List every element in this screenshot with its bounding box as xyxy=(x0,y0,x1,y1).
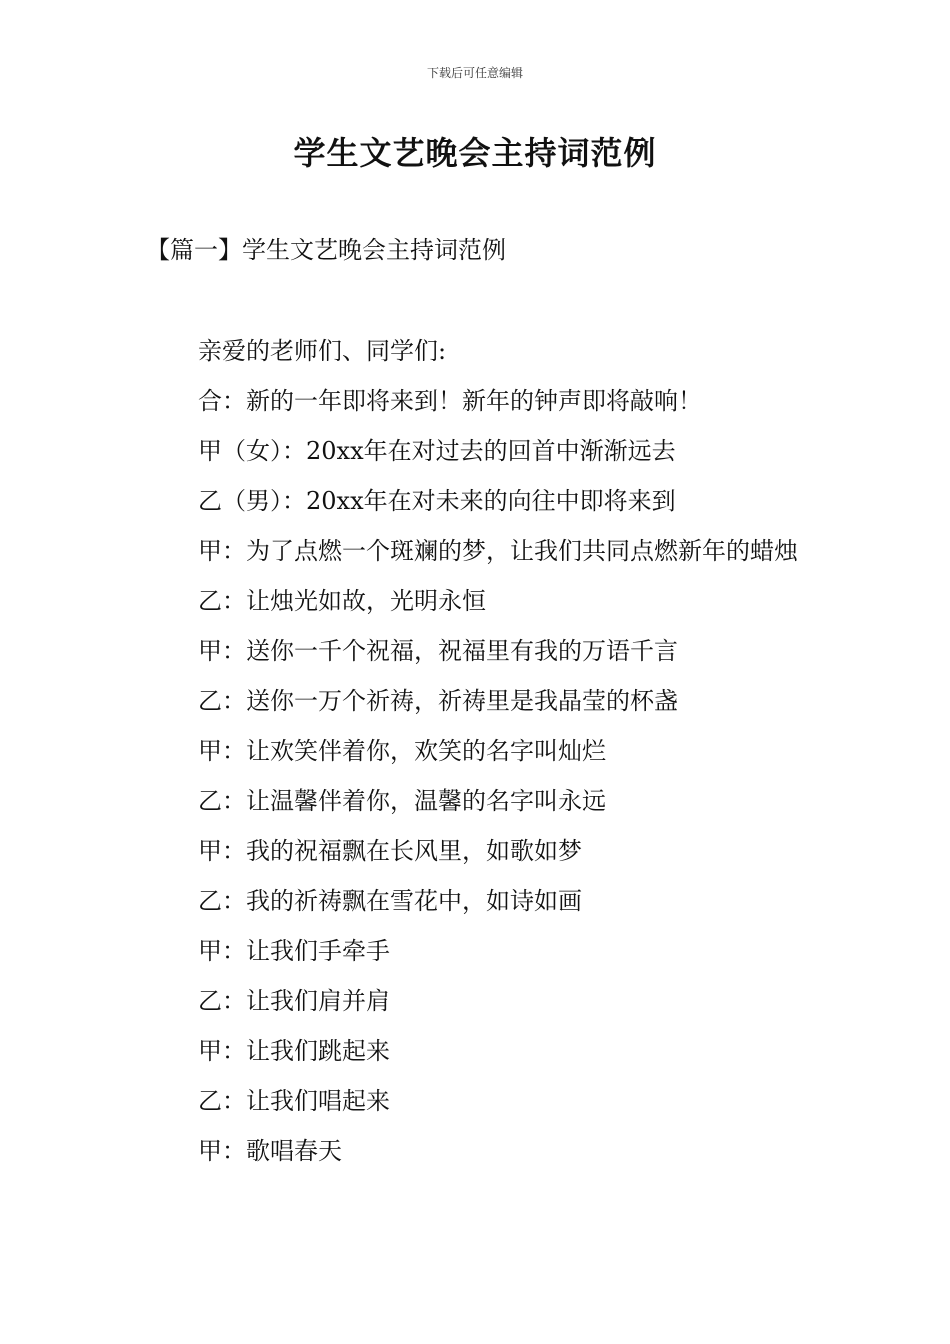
header-note: 下载后可任意编辑 xyxy=(426,66,523,80)
paragraph: 合：新的一年即将来到！新年的钟声即将敲响！ xyxy=(198,387,702,415)
paragraph: 乙：我的祈祷飘在雪花中，如诗如画 xyxy=(198,887,582,915)
paragraph: 亲爱的老师们、同学们: xyxy=(198,337,447,365)
paragraph: 乙：让我们肩并肩 xyxy=(198,987,390,1015)
paragraph: 甲：为了点燃一个斑斓的梦，让我们共同点燃新年的蜡烛 xyxy=(198,537,798,565)
paragraph: 甲：让欢笑伴着你，欢笑的名字叫灿烂 xyxy=(198,737,606,765)
paragraph: 甲：送你一千个祝福，祝福里有我的万语千言 xyxy=(198,637,678,665)
document-title: 学生文艺晚会主持词范例 xyxy=(293,134,657,172)
paragraph: 乙：让烛光如故，光明永恒 xyxy=(198,587,486,615)
body-text xyxy=(146,326,816,1176)
paragraph: 乙：送你一万个祈祷，祈祷里是我晶莹的杯盏 xyxy=(198,687,678,715)
paragraph: 甲（女）：20xx年在对过去的回首中渐渐远去 xyxy=(198,437,676,465)
paragraph: 甲：让我们手牵手 xyxy=(198,937,390,965)
paragraph: 乙：让我们唱起来 xyxy=(198,1087,390,1115)
paragraph: 甲：歌唱春天 xyxy=(198,1137,342,1165)
paragraph: 乙：让温馨伴着你，温馨的名字叫永远 xyxy=(198,787,606,815)
paragraph: 甲：我的祝福飘在长风里，如歌如梦 xyxy=(198,837,582,865)
section-heading: 【篇一】学生文艺晚会主持词范例 xyxy=(146,236,506,264)
paragraph: 乙（男）：20xx年在对未来的向往中即将来到 xyxy=(198,487,676,515)
paragraph: 甲：让我们跳起来 xyxy=(198,1037,390,1065)
